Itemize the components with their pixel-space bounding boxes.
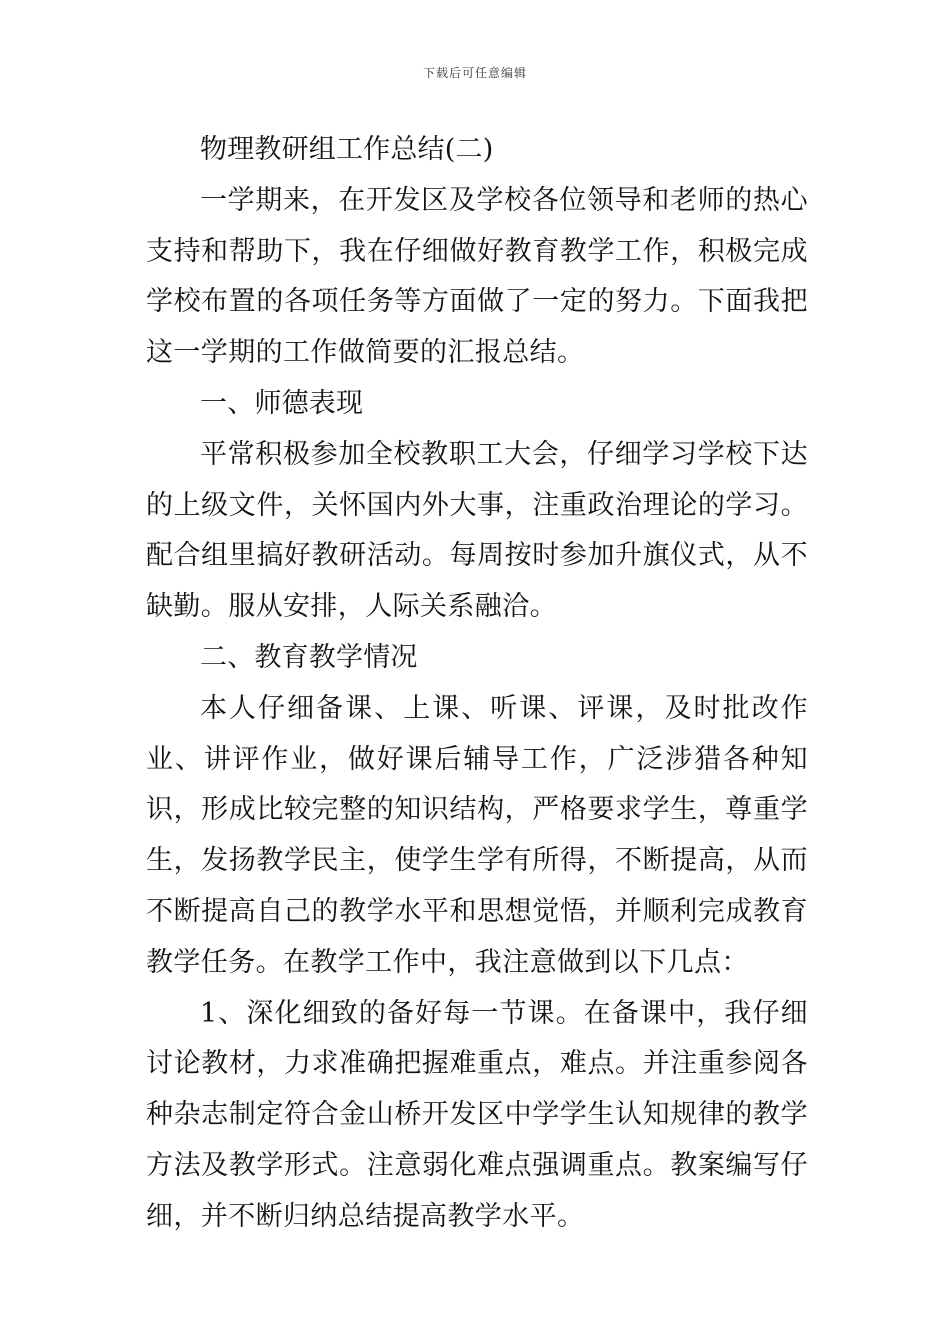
- paragraph-intro: 一学期来，在开发区及学校各位领导和老师的热心支持和帮助下，我在仔细做好教育教学工作，积极完成学校布置的各项任务等方面做了一定的努力。下面我把这一学期的工作做简要的汇报总结。: [146, 184, 808, 369]
- document-body: [146, 125, 808, 1243]
- paragraph-teaching: 本人仔细备课、上课、听课、评课，及时批改作业、讲评作业，做好课后辅导工作，广泛涉猎各种知识，形成比较完整的知识结构，严格要求学生，尊重学生，发扬教学民主，使学生学有所得，不断提高，从而不断提高自己的教学水平和思想觉悟，并顺利完成教育教学任务。在教学工作中，我注意做到以下几点：: [146, 692, 808, 978]
- section-heading-ethics: 一、师德表现: [200, 387, 364, 419]
- header-note: 下载后可任意编辑: [422, 66, 527, 80]
- document-title: 物理教研组工作总结(二): [200, 134, 494, 165]
- paragraph-ethics: 平常积极参加全校教职工大会，仔细学习学校下达的上级文件，关怀国内外大事，注重政治理论的学习。配合组里搞好教研活动。每周按时参加升旗仪式，从不缺勤。服从安排，人际关系融洽。: [146, 438, 808, 623]
- section-heading-teaching: 二、教育教学情况: [200, 641, 418, 673]
- paragraph-point-1: 1、深化细致的备好每一节课。在备课中，我仔细讨论教材，力求准确把握难重点，难点。并注重参阅各种杂志制定符合金山桥开发区中学学生认知规律的教学方法及教学形式。注意弱化难点强调重点。教案编写仔细，并不断归纳总结提高教学水平。: [146, 997, 808, 1232]
